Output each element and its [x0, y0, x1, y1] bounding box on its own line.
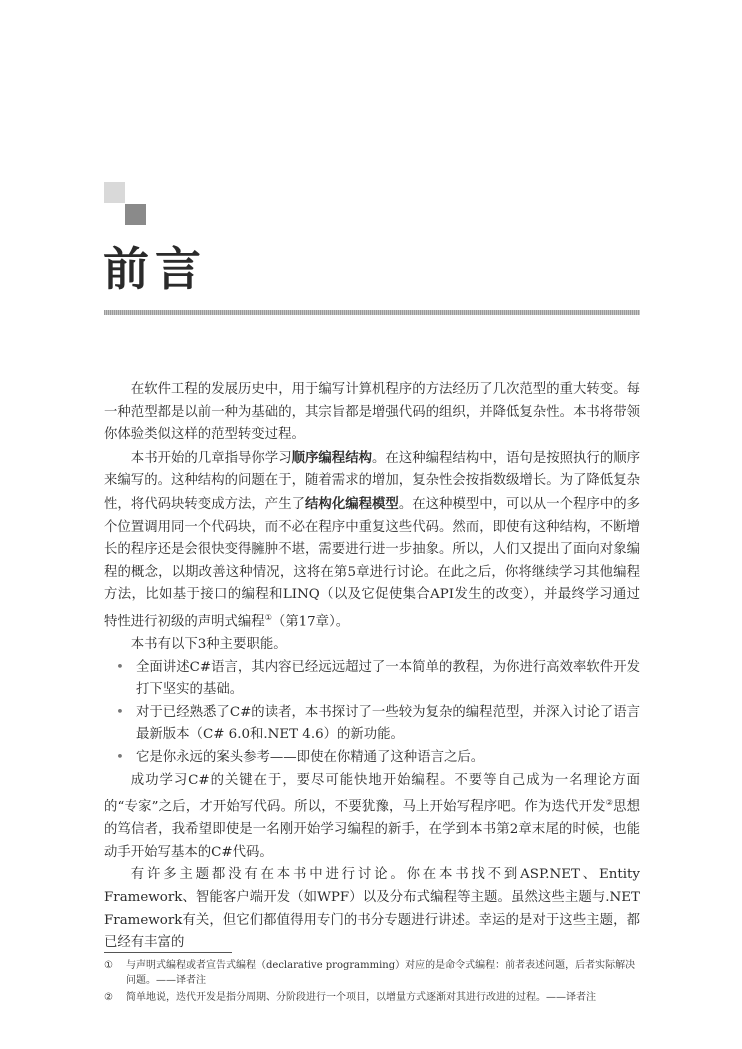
- paragraph-2-part-e: 。在这种模型中，可以从一个程序中的多个位置调用同一个代码块，而不必在程序中重复这些代码。然而，即使有这种结构，不断增长的程序还是会很快变得臃肿不堪，需要进行进一步抽象。所以，人们又提出了面向对象编程的概念，以期改善这种情况，这将在第5章进行讨论。在此之后，你将继续学习其他编程方法，比如基于接口的编程和LINQ（以及它促使集合API发生的改变），并最终学习通过特性进行初级的声明式编程: [104, 496, 641, 630]
- paragraph-4: [104, 770, 640, 865]
- chapter-title: 前言: [103, 242, 207, 296]
- paragraph-4-part-b: 思想的笃信者，我希望即使是一名刚开始学习编程的新手，在学到本书第2章末尾的时候，也能动手开始写基本的C#代码。: [104, 799, 641, 860]
- footnote-ref-2[interactable]: ②: [605, 798, 614, 808]
- paragraph-1: 在软件工程的发展历史中，用于编写计算机程序的方法经历了几次范型的重大转变。每一种范型都是以前一种为基础的，其宗旨都是增强代码的组织，并降低复杂性。本书将带领你体验类似这样的范型转变过程。: [104, 382, 640, 443]
- paragraph-3: 本书有以下3种主要职能。: [130, 637, 287, 652]
- paragraph-4-part-a: 成功学习C#的关键在于，要尽可能快地开始编程。不要等自己成为一名理论方面的“专家”之后，才开始写代码。所以，不要犹豫，马上开始写程序吧。作为迭代开发: [104, 772, 640, 815]
- title-rule: [104, 310, 640, 315]
- footnote-mark-2: ②: [104, 992, 113, 1003]
- footnote-text-2: 简单地说，迭代开发是指分周期、分阶段进行一个项目，以增量方式逐渐对其进行改进的过程。——译者注: [126, 992, 596, 1003]
- footnote-rule: [104, 952, 232, 953]
- body-text: [104, 379, 640, 955]
- list-item: • 全面讲述C#语言，其内容已经远远超过了一本简单的教程，为你进行高效率软件开发打下坚实的基础。: [104, 657, 640, 702]
- footnote-text-1: 与声明式编程或者宣告式编程（declarative programming）对应的是命令式编程：前者表述问题，后者实际解决问题。——译者注: [126, 960, 636, 986]
- decorative-square-dark: [125, 204, 146, 225]
- term-structured-programming: 结构化编程模型: [305, 495, 399, 512]
- list-item: • 它是你永远的案头参考——即使在你精通了这种语言之后。: [104, 747, 640, 770]
- paragraph-2-part-a: 本书开始的几章指导你学习: [130, 450, 292, 466]
- decorative-square-light: [104, 182, 125, 203]
- footnotes: [104, 958, 640, 1007]
- term-sequential-programming: 顺序编程结构: [291, 449, 373, 466]
- duties-list: [104, 657, 640, 770]
- paragraph-5: 有许多主题都没有在本书中进行讨论。你在本书找不到ASP.NET、Entity Framework、智能客户端开发（如WPF）以及分布式编程等主题。虽然这些主题与.NET Framework有关，但它们都值得用专门的书分专题进行讲述。幸运的是对于这些主题，都已经有丰富的: [104, 867, 640, 951]
- paragraph-2: [104, 447, 640, 634]
- footnote-ref-1[interactable]: ①: [264, 612, 272, 622]
- footnote-mark-1: ①: [104, 960, 113, 971]
- paragraph-2-part-f: （第17章）。: [271, 614, 350, 630]
- footnote-2: [104, 990, 640, 1005]
- footnote-1: [104, 958, 640, 988]
- paragraph-2-part-c: 。在这种编程结构中，语句是按照执行的顺序来编写的。这种结构的问题在于，随着需求的增加，复杂性会按指数级增长。为了降低复杂性，将代码块转变成方法，产生了: [104, 450, 641, 512]
- list-item: • 对于已经熟悉了C#的读者，本书探讨了一些较为复杂的编程范型，并深入讨论了语言最新版本（C# 6.0和.NET 4.6）的新功能。: [104, 702, 640, 747]
